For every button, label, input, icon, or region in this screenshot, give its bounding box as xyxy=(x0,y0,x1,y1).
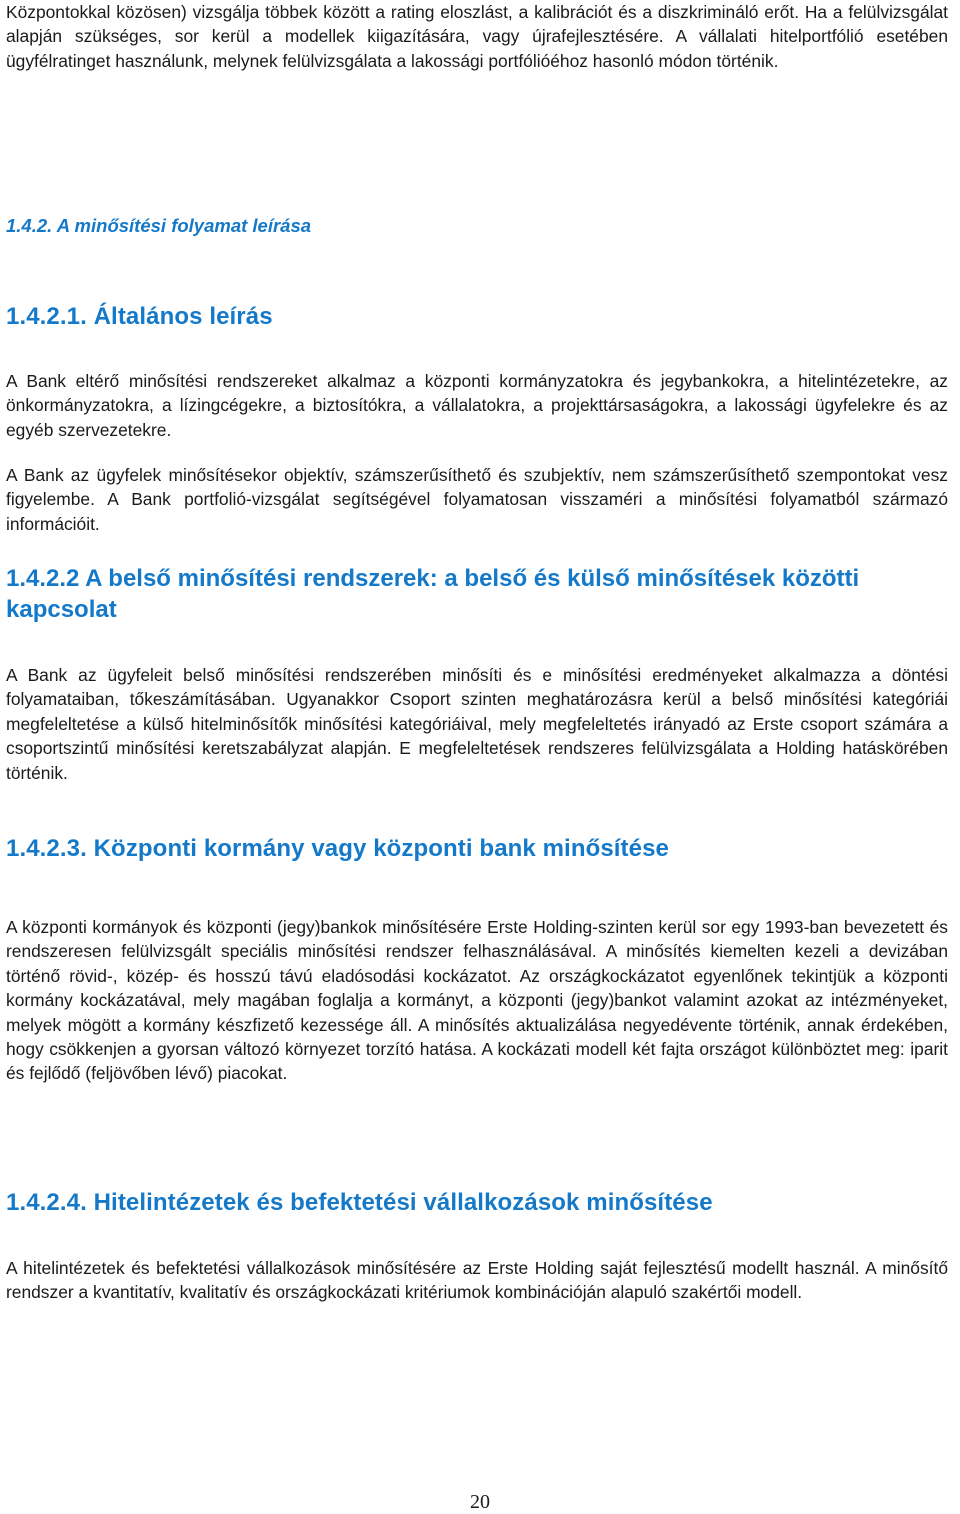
intro-paragraph: Központokkal közösen) vizsgálja többek között a rating eloszlást, a kalibrációt és a diszkrimináló erőt. Ha a felülvizsgálat alapján szükséges, sor kerül a modellek kiigazítására, vagy újrafejlesztésére. A vállalati hitelportfólió esetében ügyfélratinget használunk, melynek felülvizsgálata a lakossági portfólióéhoz hasonló módon történik. xyxy=(6,2,948,71)
heading-1-4-2-4: 1.4.2.4. Hitelintézetek és befektetési vállalkozások minősítése xyxy=(6,1189,713,1216)
page-number: 20 xyxy=(470,1491,490,1513)
heading-1-4-2-1: 1.4.2.1. Általános leírás xyxy=(6,303,273,330)
paragraph-1-4-2-1-b: A Bank az ügyfelek minősítésekor objektív, számszerűsíthető és szubjektív, nem számszerűsíthető szempontokat vesz figyelembe. A Bank portfolió-vizsgálat segítségével folyamatosan visszaméri a minősítési folyamatból származó információit. xyxy=(6,465,948,534)
paragraph-1-4-2-1-a: A Bank eltérő minősítési rendszereket alkalmaz a központi kormányzatokra és jegybankokra, a hitelintézetekre, az önkormányzatokra, a lízingcégekre, a biztosítókra, a vállalatokra, a projekttársaságokra, a lakossági ügyfelekre és az egyéb szervezetekre. xyxy=(6,371,948,440)
paragraph-1-4-2-3: A központi kormányok és központi (jegy)bankok minősítésére Erste Holding-szinten kerül sor egy 1993-ban bevezetett és rendszeresen felülvizsgált speciális minősítési rendszer felhasználásával. A minősítés kiemelten kezeli a devizában történő rövid-, közép- és hosszú távú eladósodási kockázatot. Az országkockázatot egyenlőnek tekintjük a központi kormány kockázatával, mely magában foglalja a kormányt, a központi (jegy)bankot valamint azokat az intézményeket, melyek mögött a kormány készfizető kezessége áll. A minősítés aktualizálása negyedévente történik, annak érdekében, hogy csökkenjen a gyorsan változó környezet torzító hatása. A kockázati modell két fajta országot különböztet meg: iparit és fejlődő (feljövőben lévő) piacokat. xyxy=(6,917,948,1084)
heading-1-4-2: 1.4.2. A minősítési folyamat leírása xyxy=(6,215,312,236)
paragraph-1-4-2-4: A hitelintézetek és befektetési vállalkozások minősítésére az Erste Holding saját fejlesztésű modellt használ. A minősítő rendszer a kvantitatív, kvalitatív és országkockázati kritériumok kombinációján alapuló szakértői modell. xyxy=(6,1258,948,1303)
heading-1-4-2-3: 1.4.2.3. Központi kormány vagy központi bank minősítése xyxy=(6,835,669,862)
heading-1-4-2-2: 1.4.2.2 A belső minősítési rendszerek: a belső és külső minősítések közötti kapcsolat xyxy=(6,565,860,623)
paragraph-1-4-2-2: A Bank az ügyfeleit belső minősítési rendszerében minősíti és e minősítési eredményeket alkalmazza a döntési folyamataiban, tőkeszámításában. Ugyanakkor Csoport szinten meghatározásra kerül a belső minősítési kategóriái megfeleltetése a külső hitelminősítők minősítési kategóriáival, mely megfeleltetés irányadó az Erste csoport számára a csoportszintű minősítési keretszabályzat alapján. E megfeleltetések rendszeres felülvizsgálata a Holding hatáskörében történik. xyxy=(6,665,948,783)
